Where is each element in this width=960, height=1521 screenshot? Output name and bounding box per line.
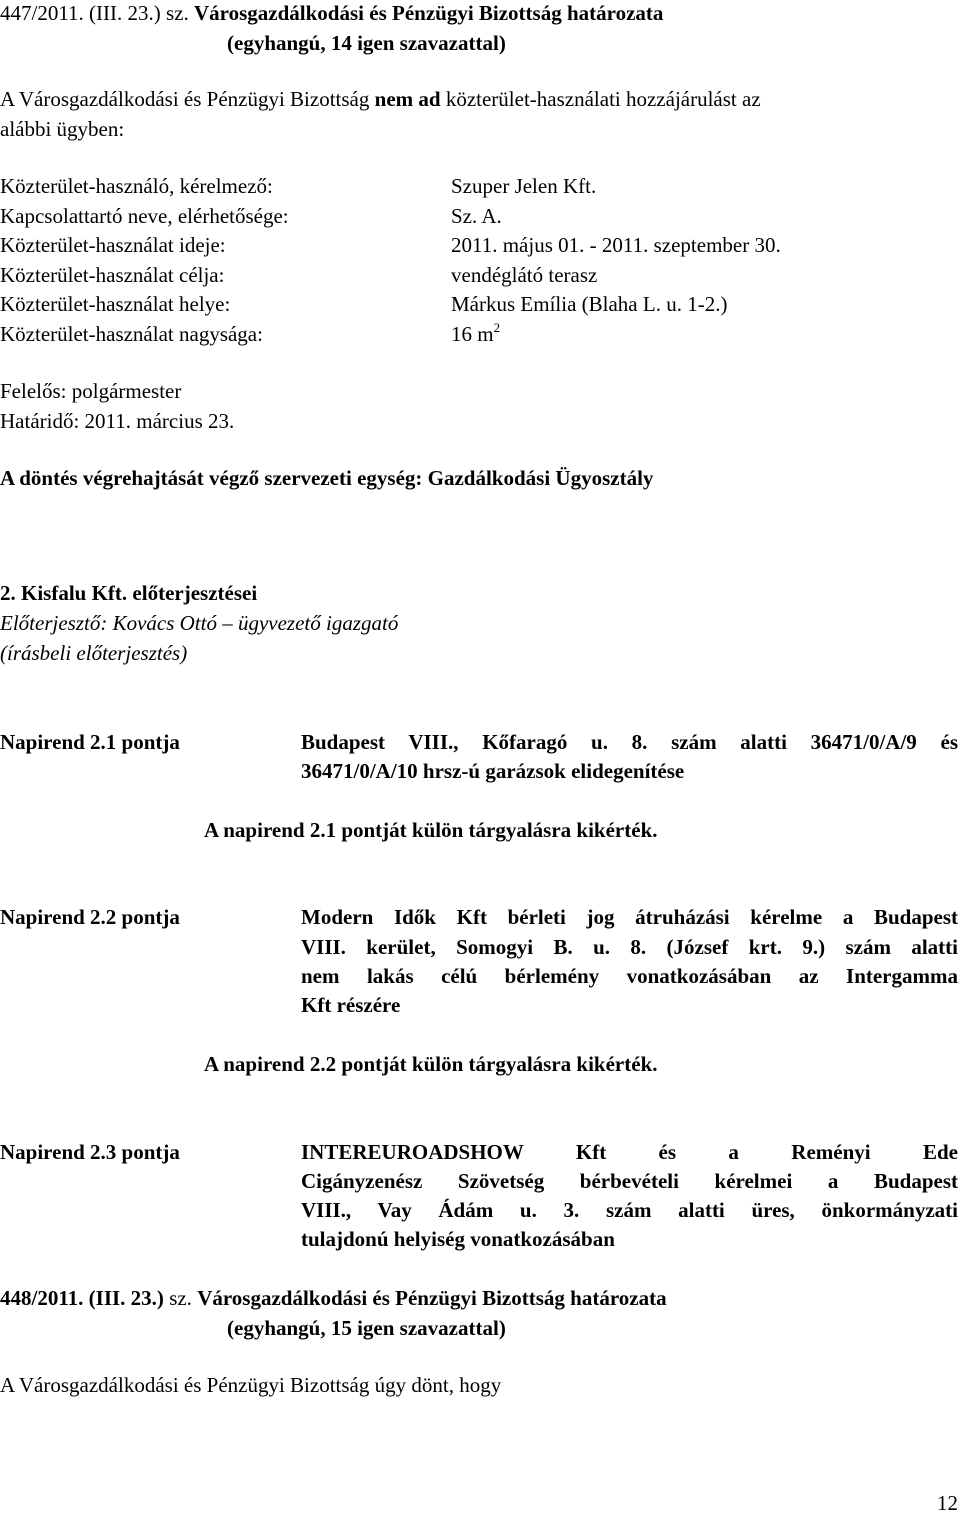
field-label: Közterület-használó, kérelmező:: [0, 174, 273, 198]
field-label: Kapcsolattartó neve, elérhetősége:: [0, 204, 289, 228]
field-row-user: [0, 171, 960, 201]
resolution-448-heading: 448/2011. (III. 23.) sz. Városgazdálkodási és Pénzügyi Bizottság határozata: [0, 1286, 667, 1310]
agenda-2-1-title-line2: 36471/0/A/10 hrsz-ú garázsok elidegenítése: [301, 759, 685, 783]
agenda-2-1-note: A napirend 2.1 pontját külön tárgyalásra kikérték.: [204, 818, 658, 842]
section-2-note: (írásbeli előterjesztés): [0, 641, 188, 665]
field-row-size: [0, 319, 960, 349]
field-value: vendéglátó terasz: [451, 263, 598, 287]
field-label: Közterület-használat ideje:: [0, 233, 226, 257]
agenda-2-3-title-line3: VIII., Vay Ádám u. 3. szám alatti üres, önkormányzati: [301, 1198, 958, 1222]
field-row-period: [0, 230, 960, 260]
field-value: Márkus Emília (Blaha L. u. 1-2.): [451, 292, 728, 316]
agenda-2-2-title-line2: VIII. kerület, Somogyi B. u. 8. (József krt. 9.) szám alatti: [301, 935, 958, 959]
agenda-2-2-title-line4: Kft részére: [301, 993, 401, 1017]
field-row-contact: [0, 201, 960, 231]
field-label: Közterület-használat célja:: [0, 263, 225, 287]
field-row-location: [0, 289, 960, 319]
field-label: Közterület-használat nagysága:: [0, 322, 263, 346]
agenda-2-2-note: A napirend 2.2 pontját külön tárgyalásra kikérték.: [204, 1052, 658, 1076]
agenda-2-3-label: Napirend 2.3 pontja: [0, 1140, 180, 1164]
section-2-presenter: Előterjesztő: Kovács Ottó – ügyvezető igazgató: [0, 611, 399, 635]
agenda-2-3-title-line2: Cigányzenész Szövetség bérbevételi kérelmei a Budapest: [301, 1169, 958, 1193]
field-label: Közterület-használat helye:: [0, 292, 231, 316]
agenda-2-2-title-line3: nem lakás célú bérlemény vonatkozásában az Intergamma: [301, 964, 958, 988]
resolution-447-heading: 447/2011. (III. 23.) sz. Városgazdálkodási és Pénzügyi Bizottság határozata: [0, 1, 664, 25]
resolution-447-text-line2: alábbi ügyben:: [0, 117, 125, 141]
field-row-purpose: [0, 260, 960, 290]
resolution-448-vote: (egyhangú, 15 igen szavazattal): [227, 1316, 506, 1340]
resolution-448-text: A Városgazdálkodási és Pénzügyi Bizottság úgy dönt, hogy: [0, 1373, 502, 1397]
agenda-2-1-label: Napirend 2.1 pontja: [0, 730, 180, 754]
resolution-447-text-line1: A Városgazdálkodási és Pénzügyi Bizottság nem ad közterület-használati hozzájárulást az: [0, 87, 761, 111]
field-value: Sz. A.: [451, 204, 502, 228]
responsible-line: Felelős: polgármester: [0, 379, 182, 403]
section-2-title: 2. Kisfalu Kft. előterjesztései: [0, 581, 258, 605]
field-value: 2011. május 01. - 2011. szeptember 30.: [451, 233, 781, 257]
executing-unit-line: A döntés végrehajtását végző szervezeti egység: Gazdálkodási Ügyosztály: [0, 466, 654, 490]
deadline-line: Határidő: 2011. március 23.: [0, 409, 235, 433]
agenda-2-2-title-line1: Modern Idők Kft bérleti jog átruházási kérelme a Budapest: [301, 905, 958, 929]
field-value: Szuper Jelen Kft.: [451, 174, 597, 198]
agenda-2-1-title-line1: Budapest VIII., Kőfaragó u. 8. szám alatti 36471/0/A/9 és: [301, 730, 958, 754]
agenda-2-2-label: Napirend 2.2 pontja: [0, 905, 180, 929]
agenda-2-3-title-line4: tulajdonú helyiség vonatkozásában: [301, 1227, 615, 1251]
field-value: 16 $m^2$: [451, 320, 501, 346]
resolution-447-vote: (egyhangú, 14 igen szavazattal): [227, 31, 506, 55]
page-number: 12: [937, 1491, 958, 1515]
agenda-2-3-title-line1: INTEREUROADSHOW Kft és a Reményi Ede: [301, 1140, 958, 1164]
